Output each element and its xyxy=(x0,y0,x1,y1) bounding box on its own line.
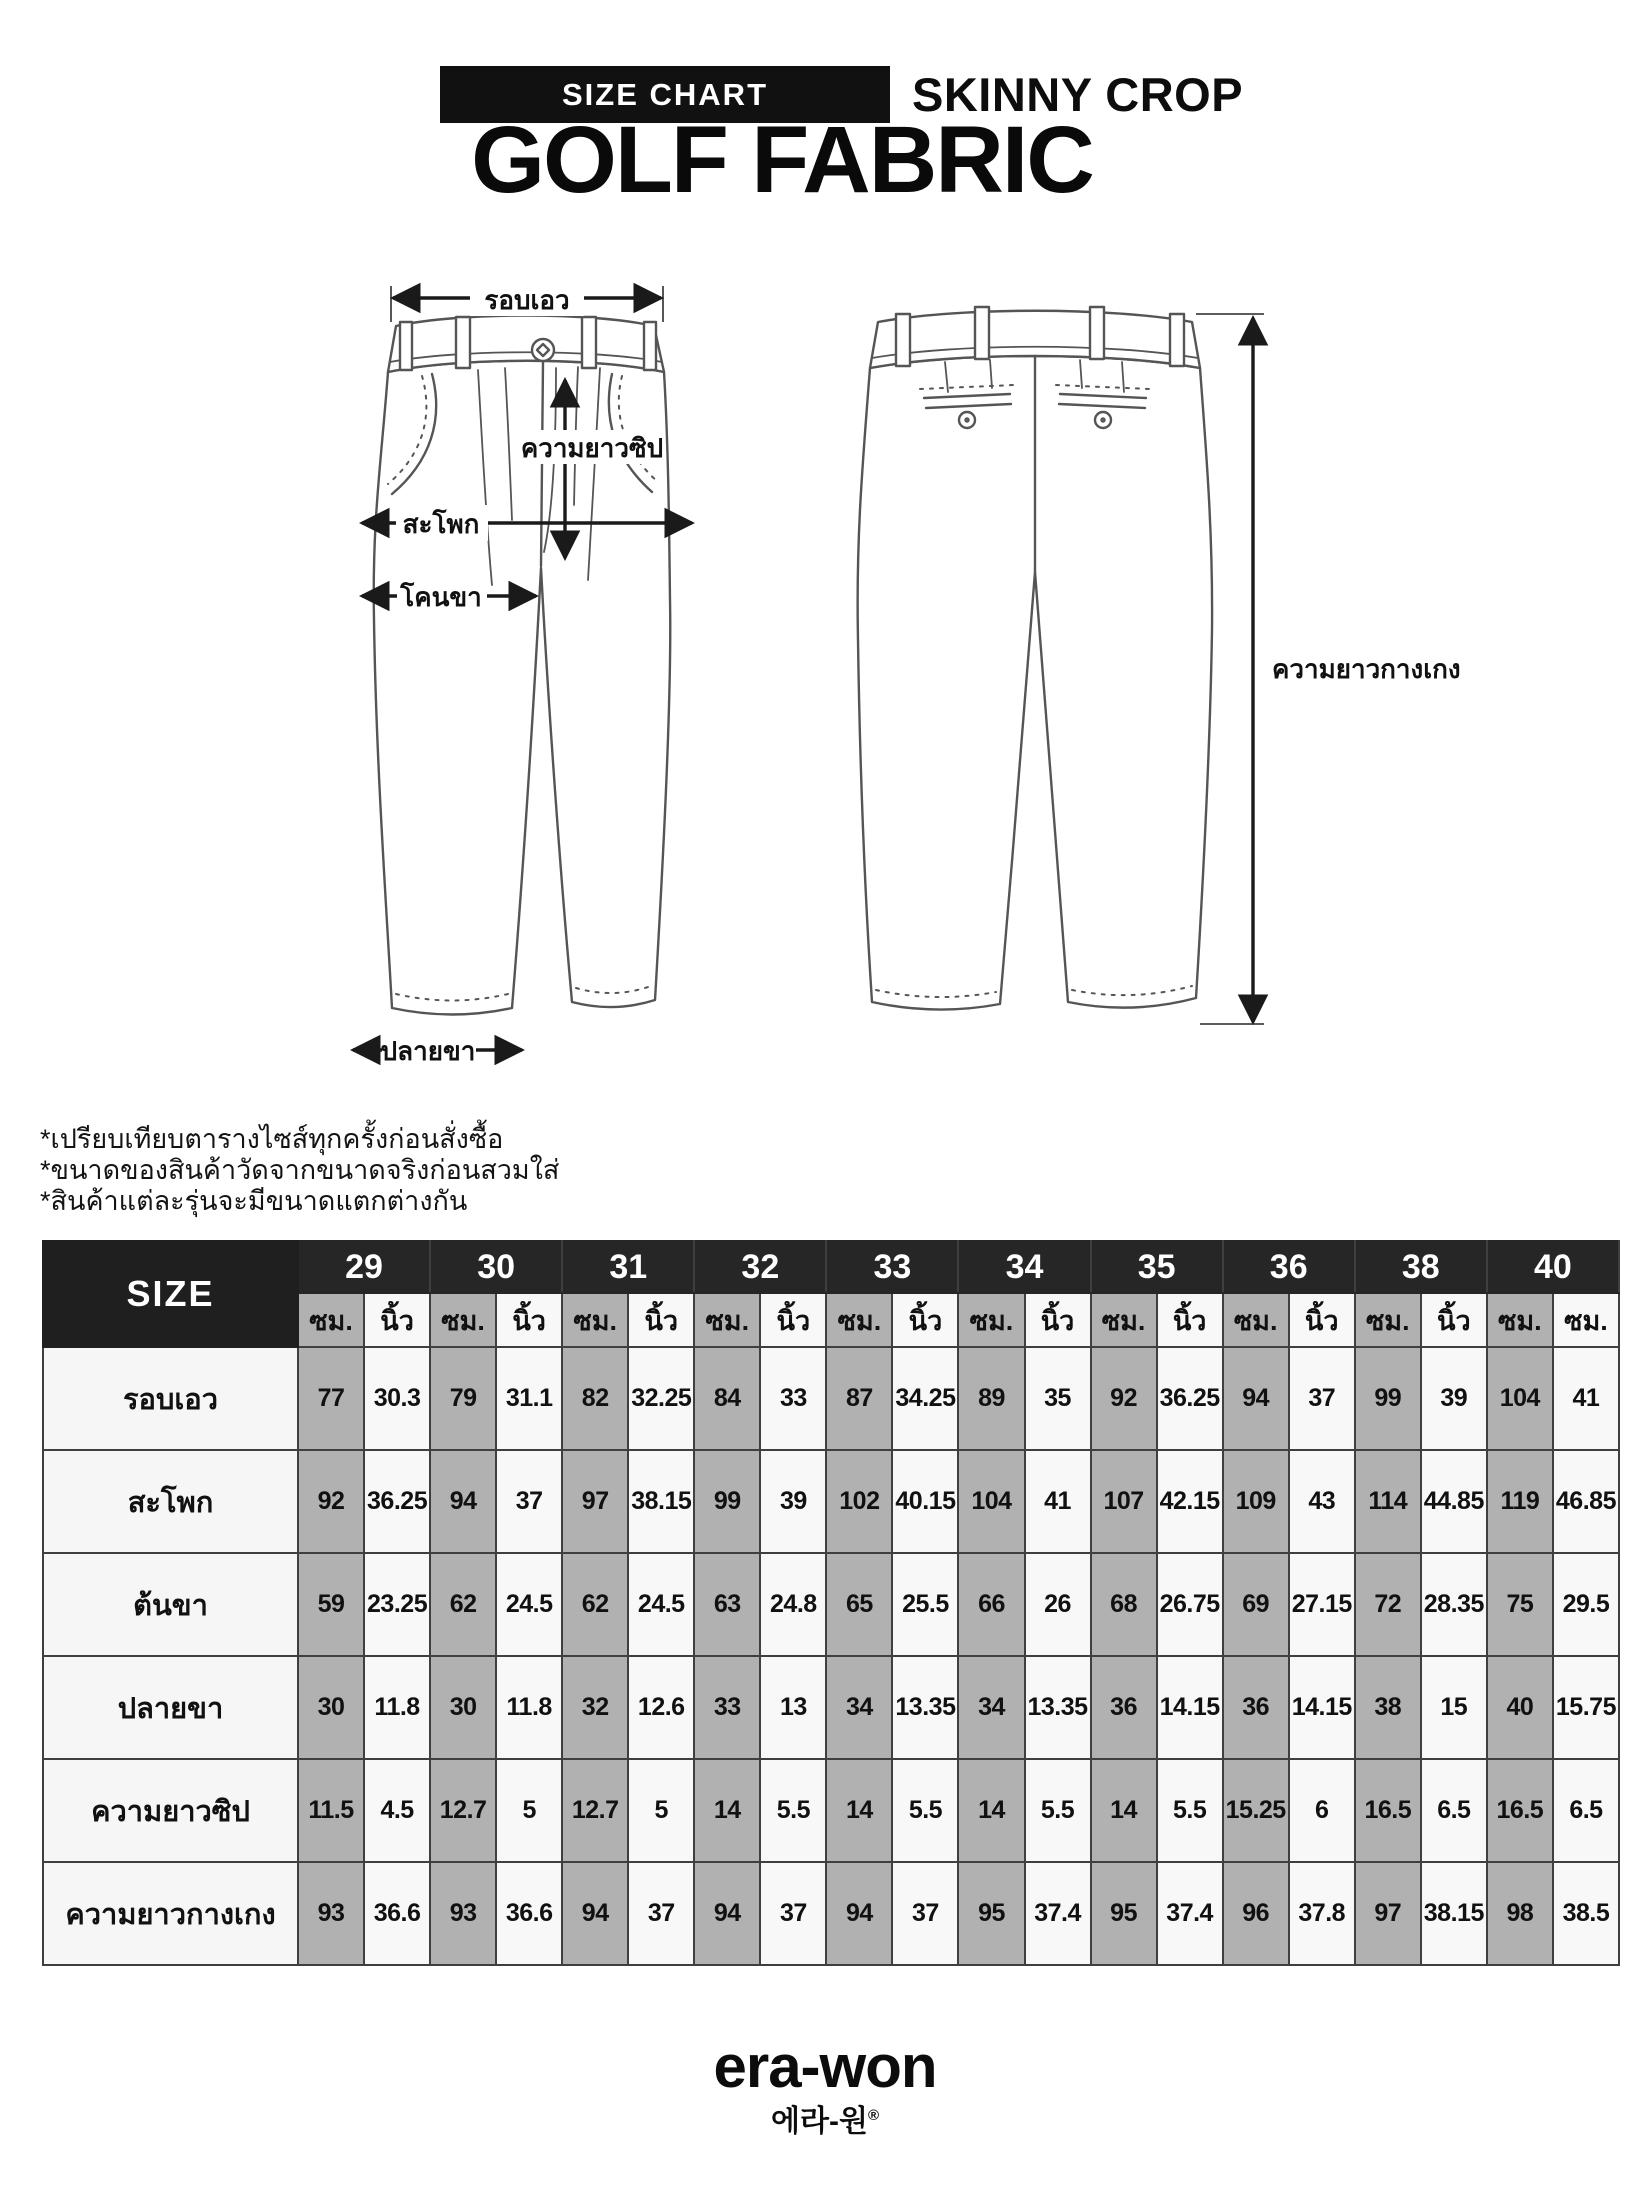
value-cell: 79 xyxy=(430,1347,496,1450)
value-cell: 44.85 xyxy=(1421,1450,1487,1553)
value-cell: 5.5 xyxy=(1025,1759,1091,1862)
table-row xyxy=(43,1553,1619,1656)
value-cell: 6 xyxy=(1289,1759,1355,1862)
value-cell: 92 xyxy=(298,1450,364,1553)
unit-cell: ซม. xyxy=(298,1293,364,1347)
value-cell: 104 xyxy=(1487,1347,1553,1450)
value-cell: 59 xyxy=(298,1553,364,1656)
value-cell: 38.5 xyxy=(1553,1862,1619,1965)
unit-cell: นิ้ว xyxy=(364,1293,430,1347)
note-line-3: *สินค้าแต่ละรุ่นจะมีขนาดแตกต่างกัน xyxy=(40,1186,468,1216)
pants-back-drawing xyxy=(858,307,1212,1010)
value-cell: 107 xyxy=(1091,1450,1157,1553)
value-cell: 72 xyxy=(1355,1553,1421,1656)
size-column-40: 40 xyxy=(1487,1241,1619,1293)
unit-cell: นิ้ว xyxy=(1157,1293,1223,1347)
value-cell: 93 xyxy=(430,1862,496,1965)
value-cell: 11.5 xyxy=(298,1759,364,1862)
value-cell: 38.15 xyxy=(1421,1862,1487,1965)
value-cell: 94 xyxy=(694,1862,760,1965)
unit-cell: ซม. xyxy=(826,1293,892,1347)
value-cell: 30 xyxy=(430,1656,496,1759)
table-row xyxy=(43,1347,1619,1450)
value-cell: 94 xyxy=(430,1450,496,1553)
value-cell: 119 xyxy=(1487,1450,1553,1553)
unit-cell: นิ้ว xyxy=(1289,1293,1355,1347)
value-cell: 92 xyxy=(1091,1347,1157,1450)
value-cell: 12.7 xyxy=(562,1759,628,1862)
value-cell: 24.8 xyxy=(760,1553,826,1656)
value-cell: 31.1 xyxy=(496,1347,562,1450)
size-table xyxy=(42,1240,1620,1966)
value-cell: 37.8 xyxy=(1289,1862,1355,1965)
value-cell: 75 xyxy=(1487,1553,1553,1656)
value-cell: 25.5 xyxy=(892,1553,958,1656)
unit-cell: ซม. xyxy=(694,1293,760,1347)
brand-logo: era-won xyxy=(713,2033,937,2100)
value-cell: 15 xyxy=(1421,1656,1487,1759)
measurement-row-label: ความยาวซิป xyxy=(43,1759,298,1862)
value-cell: 28.35 xyxy=(1421,1553,1487,1656)
value-cell: 14.15 xyxy=(1157,1656,1223,1759)
unit-cell: ซม. xyxy=(1487,1293,1553,1347)
value-cell: 37 xyxy=(496,1450,562,1553)
size-column-35: 35 xyxy=(1091,1241,1223,1293)
registered-mark: ® xyxy=(867,2107,879,2124)
leg-opening-label: ปลายขา xyxy=(380,1036,476,1066)
value-cell: 104 xyxy=(958,1450,1024,1553)
value-cell: 62 xyxy=(562,1553,628,1656)
value-cell: 11.8 xyxy=(364,1656,430,1759)
value-cell: 39 xyxy=(760,1450,826,1553)
value-cell: 43 xyxy=(1289,1450,1355,1553)
value-cell: 12.6 xyxy=(628,1656,694,1759)
value-cell: 63 xyxy=(694,1553,760,1656)
value-cell: 11.8 xyxy=(496,1656,562,1759)
value-cell: 15.75 xyxy=(1553,1656,1619,1759)
size-table-head xyxy=(43,1241,1619,1347)
value-cell: 13.35 xyxy=(892,1656,958,1759)
size-column-30: 30 xyxy=(430,1241,562,1293)
value-cell: 33 xyxy=(694,1656,760,1759)
measurement-row-label: ต้นขา xyxy=(43,1553,298,1656)
value-cell: 93 xyxy=(298,1862,364,1965)
value-cell: 94 xyxy=(562,1862,628,1965)
zip-length-label: ความยาวซิป xyxy=(520,433,664,463)
value-cell: 37.4 xyxy=(1157,1862,1223,1965)
value-cell: 82 xyxy=(562,1347,628,1450)
value-cell: 94 xyxy=(826,1862,892,1965)
unit-cell: นิ้ว xyxy=(1025,1293,1091,1347)
unit-cell: นิ้ว xyxy=(760,1293,826,1347)
value-cell: 109 xyxy=(1223,1450,1289,1553)
size-column-31: 31 xyxy=(562,1241,694,1293)
brand-korean-text: 에라-원 xyxy=(771,2105,868,2138)
size-table-wrap xyxy=(42,1240,1620,1966)
value-cell: 62 xyxy=(430,1553,496,1656)
value-cell: 36.25 xyxy=(1157,1347,1223,1450)
value-cell: 42.15 xyxy=(1157,1450,1223,1553)
value-cell: 6.5 xyxy=(1553,1759,1619,1862)
value-cell: 65 xyxy=(826,1553,892,1656)
value-cell: 37 xyxy=(1289,1347,1355,1450)
waist-label: รอบเอว xyxy=(484,285,570,315)
value-cell: 66 xyxy=(958,1553,1024,1656)
value-cell: 95 xyxy=(958,1862,1024,1965)
value-cell: 46.85 xyxy=(1553,1450,1619,1553)
value-cell: 24.5 xyxy=(496,1553,562,1656)
value-cell: 114 xyxy=(1355,1450,1421,1553)
disclaimer-notes xyxy=(40,1124,559,1217)
value-cell: 13.35 xyxy=(1025,1656,1091,1759)
value-cell: 33 xyxy=(760,1347,826,1450)
measurement-row-label: รอบเอว xyxy=(43,1347,298,1450)
value-cell: 16.5 xyxy=(1355,1759,1421,1862)
value-cell: 94 xyxy=(1223,1347,1289,1450)
unit-cell: ซม. xyxy=(958,1293,1024,1347)
size-column-38: 38 xyxy=(1355,1241,1487,1293)
value-cell: 96 xyxy=(1223,1862,1289,1965)
table-row xyxy=(43,1656,1619,1759)
unit-cell: นิ้ว xyxy=(496,1293,562,1347)
value-cell: 34 xyxy=(958,1656,1024,1759)
style-name-label: SKINNY CROP xyxy=(912,68,1244,121)
value-cell: 24.5 xyxy=(628,1553,694,1656)
value-cell: 68 xyxy=(1091,1553,1157,1656)
value-cell: 77 xyxy=(298,1347,364,1450)
value-cell: 5.5 xyxy=(892,1759,958,1862)
table-row xyxy=(43,1759,1619,1862)
unit-cell: ซม. xyxy=(1091,1293,1157,1347)
value-cell: 102 xyxy=(826,1450,892,1553)
value-cell: 39 xyxy=(1421,1347,1487,1450)
value-cell: 37.4 xyxy=(1025,1862,1091,1965)
value-cell: 89 xyxy=(958,1347,1024,1450)
value-cell: 6.5 xyxy=(1421,1759,1487,1862)
size-chart-badge: SIZE CHART xyxy=(440,66,890,123)
size-column-33: 33 xyxy=(826,1241,958,1293)
value-cell: 12.7 xyxy=(430,1759,496,1862)
value-cell: 36.6 xyxy=(496,1862,562,1965)
value-cell: 99 xyxy=(1355,1347,1421,1450)
measurement-row-label: สะโพก xyxy=(43,1450,298,1553)
unit-cell: ซม. xyxy=(430,1293,496,1347)
measurement-row-label: ความยาวกางเกง xyxy=(43,1862,298,1965)
brand-korean xyxy=(0,2098,1650,2140)
hip-label: สะโพก xyxy=(402,509,480,539)
table-row xyxy=(43,1862,1619,1965)
pants-front-drawing xyxy=(374,316,671,1015)
value-cell: 37 xyxy=(892,1862,958,1965)
value-cell: 97 xyxy=(1355,1862,1421,1965)
value-cell: 84 xyxy=(694,1347,760,1450)
unit-cell: นิ้ว xyxy=(628,1293,694,1347)
size-column-32: 32 xyxy=(694,1241,826,1293)
value-cell: 15.25 xyxy=(1223,1759,1289,1862)
value-cell: 41 xyxy=(1553,1347,1619,1450)
value-cell: 5.5 xyxy=(1157,1759,1223,1862)
value-cell: 32.25 xyxy=(628,1347,694,1450)
note-line-1: *เปรียบเทียบตารางไซส์ทุกครั้งก่อนสั่งซื้อ xyxy=(40,1124,504,1154)
value-cell: 29.5 xyxy=(1553,1553,1619,1656)
size-column-36: 36 xyxy=(1223,1241,1355,1293)
value-cell: 36.25 xyxy=(364,1450,430,1553)
value-cell: 95 xyxy=(1091,1862,1157,1965)
unit-cell: ซม. xyxy=(1553,1293,1619,1347)
value-cell: 34 xyxy=(826,1656,892,1759)
value-cell: 5 xyxy=(496,1759,562,1862)
value-cell: 69 xyxy=(1223,1553,1289,1656)
value-cell: 41 xyxy=(1025,1450,1091,1553)
value-cell: 36.6 xyxy=(364,1862,430,1965)
size-column-34: 34 xyxy=(958,1241,1090,1293)
pants-length-label: ความยาวกางเกง xyxy=(1272,654,1461,684)
unit-cell: นิ้ว xyxy=(892,1293,958,1347)
value-cell: 5.5 xyxy=(760,1759,826,1862)
value-cell: 14 xyxy=(826,1759,892,1862)
value-cell: 36 xyxy=(1091,1656,1157,1759)
unit-cell: ซม. xyxy=(1355,1293,1421,1347)
footer xyxy=(0,2033,1650,2140)
value-cell: 36 xyxy=(1223,1656,1289,1759)
size-table-body xyxy=(43,1347,1619,1965)
value-cell: 26 xyxy=(1025,1553,1091,1656)
size-header-row xyxy=(43,1241,1619,1293)
value-cell: 14.15 xyxy=(1289,1656,1355,1759)
value-cell: 40 xyxy=(1487,1656,1553,1759)
table-row xyxy=(43,1450,1619,1553)
value-cell: 38.15 xyxy=(628,1450,694,1553)
value-cell: 98 xyxy=(1487,1862,1553,1965)
value-cell: 35 xyxy=(1025,1347,1091,1450)
size-header-cell: SIZE xyxy=(43,1241,298,1347)
value-cell: 13 xyxy=(760,1656,826,1759)
value-cell: 34.25 xyxy=(892,1347,958,1450)
value-cell: 37 xyxy=(628,1862,694,1965)
unit-cell: ซม. xyxy=(1223,1293,1289,1347)
value-cell: 87 xyxy=(826,1347,892,1450)
value-cell: 30 xyxy=(298,1656,364,1759)
value-cell: 16.5 xyxy=(1487,1759,1553,1862)
value-cell: 38 xyxy=(1355,1656,1421,1759)
value-cell: 14 xyxy=(1091,1759,1157,1862)
unit-cell: ซม. xyxy=(562,1293,628,1347)
value-cell: 99 xyxy=(694,1450,760,1553)
value-cell: 23.25 xyxy=(364,1553,430,1656)
value-cell: 27.15 xyxy=(1289,1553,1355,1656)
note-line-2: *ขนาดของสินค้าวัดจากขนาดจริงก่อนสวมใส่ xyxy=(40,1155,560,1185)
value-cell: 30.3 xyxy=(364,1347,430,1450)
value-cell: 4.5 xyxy=(364,1759,430,1862)
value-cell: 97 xyxy=(562,1450,628,1553)
value-cell: 26.75 xyxy=(1157,1553,1223,1656)
unit-cell: นิ้ว xyxy=(1421,1293,1487,1347)
page-title: GOLF FABRIC xyxy=(471,107,1093,213)
thigh-label: โคนขา xyxy=(400,582,482,612)
value-cell: 14 xyxy=(958,1759,1024,1862)
value-cell: 40.15 xyxy=(892,1450,958,1553)
value-cell: 37 xyxy=(760,1862,826,1965)
value-cell: 14 xyxy=(694,1759,760,1862)
measurement-row-label: ปลายขา xyxy=(43,1656,298,1759)
size-column-29: 29 xyxy=(298,1241,430,1293)
value-cell: 32 xyxy=(562,1656,628,1759)
value-cell: 5 xyxy=(628,1759,694,1862)
